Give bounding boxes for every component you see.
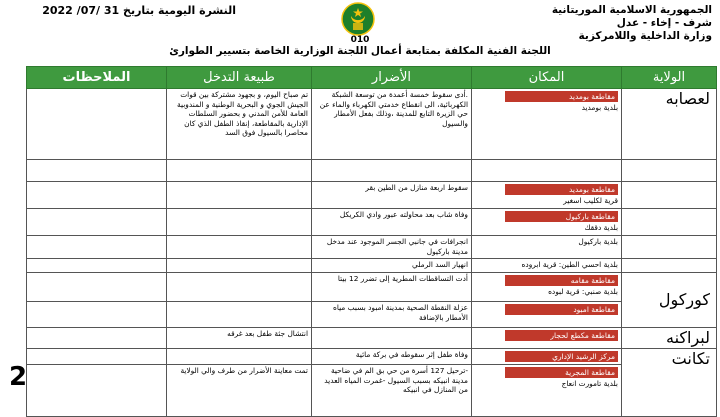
damage-cell: سقوط اربعة منازل من الطين بقر bbox=[312, 182, 472, 209]
place-text: بلدية صنبي: قرية لبوده bbox=[548, 287, 618, 296]
page-number: 2 bbox=[9, 362, 28, 392]
place-cell bbox=[472, 365, 622, 417]
document-number: 010 bbox=[350, 35, 370, 45]
table-header-row bbox=[27, 67, 717, 89]
intervention-cell bbox=[167, 209, 312, 236]
wilaya-cell: لبراكنه bbox=[622, 328, 717, 349]
wilaya-cell bbox=[622, 182, 717, 209]
table-row bbox=[27, 209, 717, 236]
place-cell bbox=[472, 160, 622, 182]
table-row bbox=[27, 302, 717, 328]
wilaya-cell bbox=[622, 259, 717, 273]
place-cell: بلدية احسي الطين: قرية ابروده bbox=[472, 259, 622, 273]
damage-cell: عزلة النقطة الصحية بمدينة امبود بسبب مياه الأمطار بالإضافة bbox=[312, 302, 472, 328]
col-header-notes: الملاحظات bbox=[27, 67, 167, 89]
bulletin-date: النشرة اليومية بتاريخ 31 /07/ 2022 bbox=[42, 4, 236, 17]
place-cell bbox=[472, 182, 622, 209]
wilaya-cell bbox=[622, 160, 717, 182]
wilaya-cell: تكانت bbox=[622, 349, 717, 417]
intervention-cell bbox=[167, 259, 312, 273]
notes-cell bbox=[27, 365, 167, 417]
table-row bbox=[27, 89, 717, 160]
district-badge: مقاطعة بومديد bbox=[505, 91, 618, 102]
intervention-cell bbox=[167, 302, 312, 328]
notes-cell bbox=[27, 349, 167, 365]
damage-cell bbox=[312, 160, 472, 182]
notes-cell bbox=[27, 182, 167, 209]
table-row bbox=[27, 328, 717, 349]
wilaya-cell: لعصابه bbox=[622, 89, 717, 160]
place-text: بلدية دققك bbox=[584, 223, 618, 232]
district-badge: مقاطعة بومديد bbox=[505, 184, 618, 195]
damage-cell: أدت التساقطات المطرية إلى تضرر 12 بيتا bbox=[312, 273, 472, 302]
damage-cell: انجرافات في جانبي الجسر الموجود عند مدخل مدينة باركيول bbox=[312, 236, 472, 259]
intervention-cell bbox=[167, 182, 312, 209]
place-text: بلدية تامورت انعاج bbox=[561, 379, 618, 388]
damage-cell: انهيار السد الرملي bbox=[312, 259, 472, 273]
wilaya-cell bbox=[622, 209, 717, 236]
place-cell: بلدية باركيول bbox=[472, 236, 622, 259]
republic-name: الجمهورية الاسلامية الموريتانية bbox=[551, 4, 712, 16]
district-badge: مقاطعة باركيول bbox=[505, 211, 618, 222]
notes-cell bbox=[27, 236, 167, 259]
place-cell bbox=[472, 349, 622, 365]
place-text: قرية لكليب اسغير bbox=[563, 196, 618, 205]
notes-cell bbox=[27, 328, 167, 349]
intervention-cell: انتشال جثة طفل بعد غرقه bbox=[167, 328, 312, 349]
ministry-header bbox=[482, 4, 712, 43]
damage-cell: وفاة شاب بعد محاولته عبور وادي الكريكل bbox=[312, 209, 472, 236]
intervention-cell bbox=[167, 236, 312, 259]
notes-cell bbox=[27, 273, 167, 302]
damage-cell: وفاة طفل إثر سقوطه في بركة مائية bbox=[312, 349, 472, 365]
table-row bbox=[27, 259, 717, 273]
table-row bbox=[27, 236, 717, 259]
notes-cell bbox=[27, 160, 167, 182]
intervention-cell bbox=[167, 349, 312, 365]
col-header-place: المكان bbox=[472, 67, 622, 89]
intervention-cell: تمت معاينة الأضرار من طرف والي الولاية bbox=[167, 365, 312, 417]
district-badge: مقاطعة امبود bbox=[505, 304, 618, 315]
notes-cell bbox=[27, 89, 167, 160]
table-row bbox=[27, 273, 717, 302]
ministry-name: وزارة الداخلية واللامركزية bbox=[578, 30, 712, 42]
col-header-damage: الأضرار bbox=[312, 67, 472, 89]
intervention-cell: تم صباح اليوم، و بجهود مشتركة بين قوات الجيش الجوي و البحرية الوطنية و المندوبية العامة للأمن المدني و بحضور السلطات الإدارية بالمقاطعة، إنقاذ الطفل الذي كان محاصرا بالسيول فوق السد bbox=[167, 89, 312, 160]
intervention-cell bbox=[167, 160, 312, 182]
intervention-cell bbox=[167, 273, 312, 302]
place-text: بلدية بومديد bbox=[581, 103, 618, 112]
motto: شرف - إخاء - عدل bbox=[616, 17, 712, 29]
damage-cell: -ترحيل 127 أسرة من حي بق الم في ضاحية مدينة انبيكه بسبب السيول -غمرت المياه العديد من المنازل في انبيكه bbox=[312, 365, 472, 417]
damage-cell: .أدى سقوط خمسة أعمدة من توسعة الشبكة الكهربائية، الى انقطاع خدمتي الكهرباء والماء عن حي الزيرة التابع للمدينة ،وذلك بفعل الأمطار والسيول bbox=[312, 89, 472, 160]
col-header-wilaya: الولاية bbox=[622, 67, 717, 89]
district-badge: مقاطعة المجرية bbox=[505, 367, 618, 378]
page-title: اللجنة الفنية المكلفة بمتابعة أعمال اللجنة الوزارية الخاصة بتسيير الطوارئ bbox=[169, 45, 551, 57]
place-cell bbox=[472, 328, 622, 349]
district-badge: مقاطعة مقامه bbox=[505, 275, 618, 286]
notes-cell bbox=[27, 259, 167, 273]
place-cell bbox=[472, 273, 622, 302]
place-cell bbox=[472, 89, 622, 160]
table-row bbox=[27, 160, 717, 182]
wilaya-cell: كوركول bbox=[622, 273, 717, 328]
notes-cell bbox=[27, 209, 167, 236]
col-header-intervention: طبيعة التدخل bbox=[167, 67, 312, 89]
damage-cell bbox=[312, 328, 472, 349]
national-emblem-icon bbox=[339, 2, 377, 36]
table-row bbox=[27, 365, 717, 417]
wilaya-cell bbox=[622, 236, 717, 259]
place-cell bbox=[472, 209, 622, 236]
place-cell bbox=[472, 302, 622, 328]
district-badge: مركز الرشيد الإداري bbox=[505, 351, 618, 362]
table-row bbox=[27, 349, 717, 365]
table-row bbox=[27, 182, 717, 209]
district-badge: مقاطعة مكطع لحجار bbox=[505, 330, 618, 341]
damage-report-table bbox=[26, 66, 717, 417]
notes-cell bbox=[27, 302, 167, 328]
